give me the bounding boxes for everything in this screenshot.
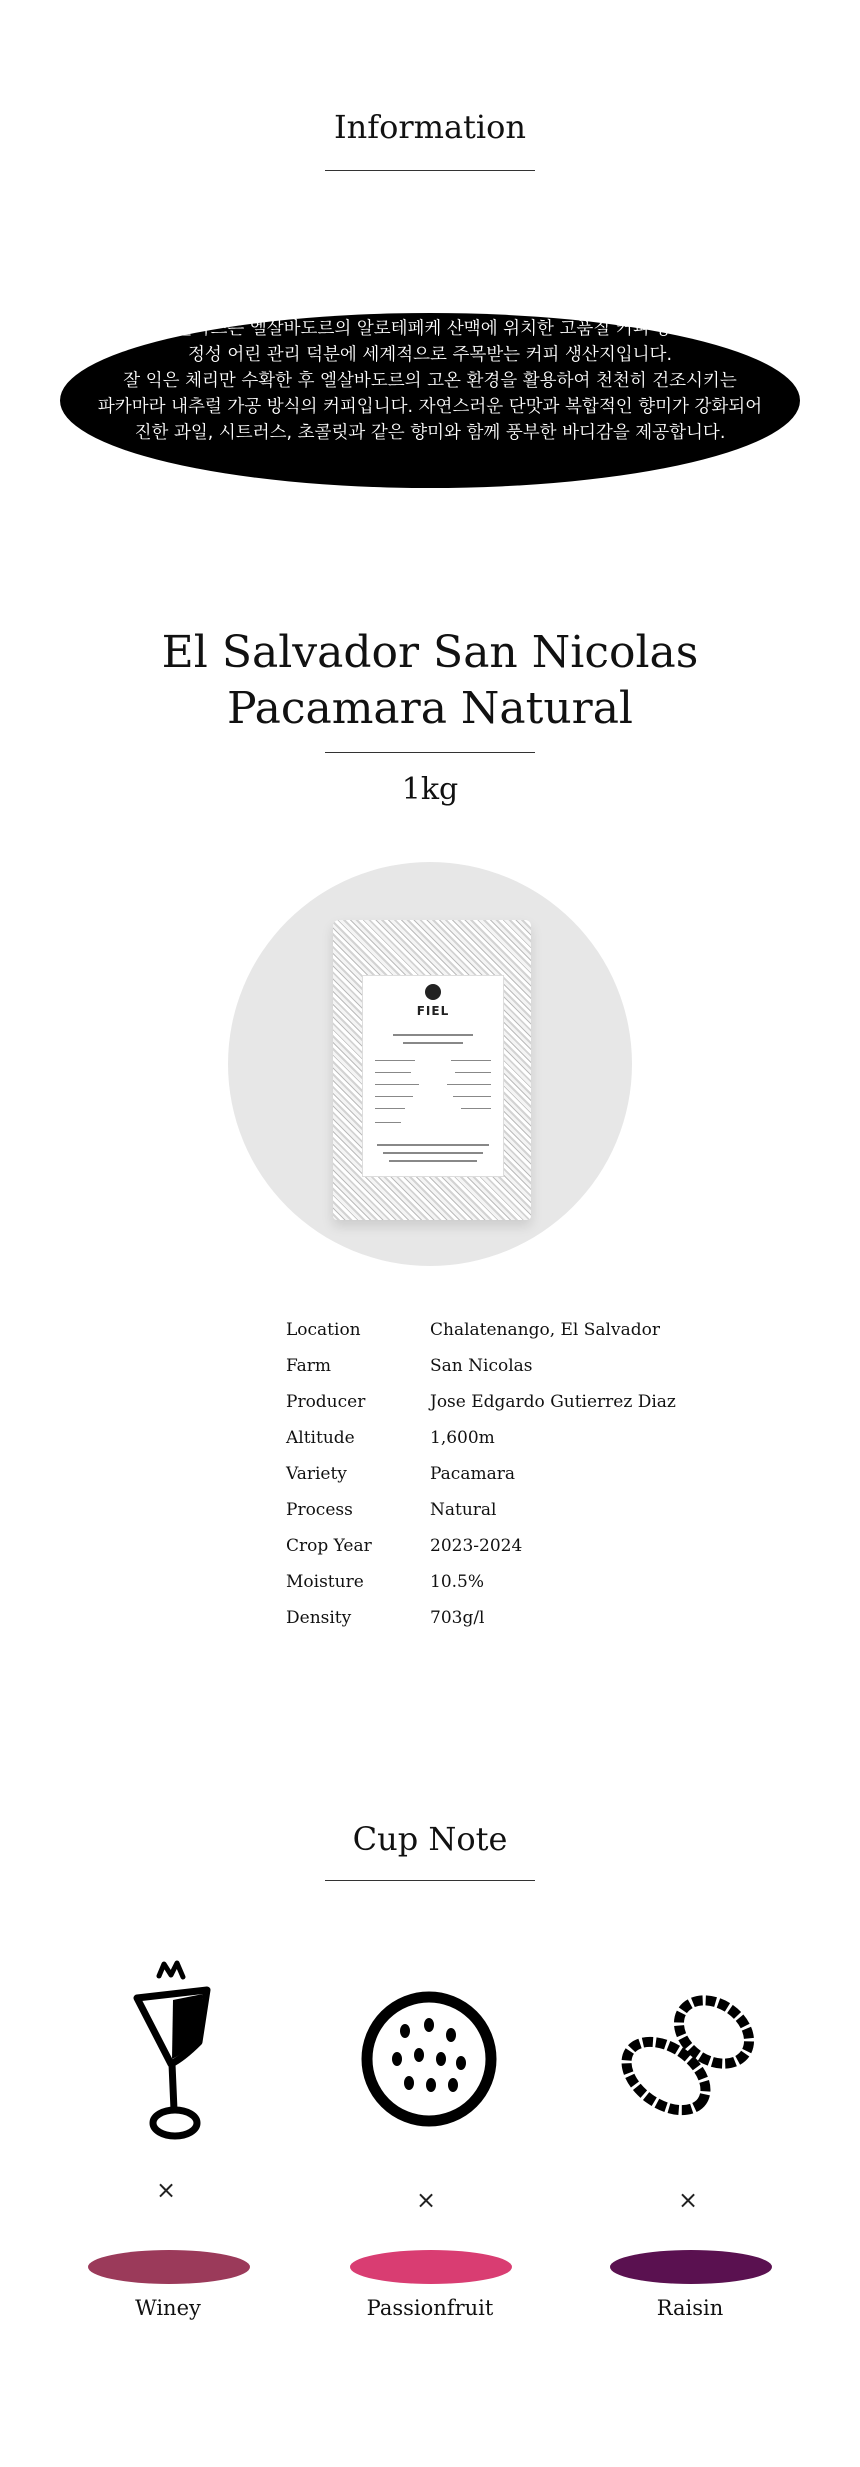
label-text-line [403, 1042, 463, 1044]
spec-value: 10.5% [430, 1572, 485, 1592]
coffee-bag-label [362, 975, 504, 1177]
raisin-color-swatch [610, 2250, 772, 2284]
label-text-line [375, 1084, 419, 1085]
cross-symbol: × [678, 2186, 699, 2214]
product-name [0, 625, 860, 737]
label-text-line [455, 1072, 491, 1073]
description-line: 산 니콜라스는 엘살바도르의 알로테페케 산맥에 위치한 고품질 커피 농장으로 [137, 319, 723, 339]
spec-label: Variety [286, 1464, 347, 1484]
spec-value: San Nicolas [430, 1356, 533, 1376]
passionfruit-icon [355, 1985, 503, 2133]
label-text-line [451, 1060, 491, 1061]
label-text-line [383, 1152, 483, 1154]
bag-brand: FIEL [416, 1004, 450, 1018]
description-line: 진한 과일, 시트러스, 초콜릿과 같은 향미와 함께 풍부한 바디감을 제공합니다. [134, 423, 726, 443]
label-text-line [375, 1122, 401, 1123]
cup-note-title: Cup Note [352, 1820, 508, 1858]
information-title: Information [333, 108, 527, 146]
spec-label: Density [286, 1608, 352, 1628]
spec-label: Producer [286, 1392, 366, 1412]
label-text-line [377, 1144, 489, 1146]
wine-glass-icon [123, 1960, 223, 2150]
spec-label: Location [286, 1320, 361, 1340]
cup-note-divider [325, 1880, 535, 1881]
label-text-line [389, 1160, 477, 1162]
cross-symbol: × [156, 2176, 177, 2204]
spec-label: Farm [286, 1356, 332, 1376]
raisin-icon [612, 1982, 772, 2132]
spec-value: Jose Edgardo Gutierrez Diaz [430, 1392, 676, 1412]
label-text-line [461, 1108, 491, 1109]
spec-label: Altitude [286, 1428, 355, 1448]
spec-label: Moisture [286, 1572, 364, 1592]
label-text-line [375, 1072, 411, 1073]
label-text-line [393, 1034, 473, 1036]
label-text-line [375, 1096, 413, 1097]
spec-label: Process [286, 1500, 353, 1520]
spec-value: 2023-2024 [430, 1536, 523, 1556]
spec-value: Pacamara [430, 1464, 515, 1484]
spec-label: Crop Year [286, 1536, 372, 1556]
passionfruit-color-swatch [350, 2250, 512, 2284]
title-divider [325, 170, 535, 171]
product-name-line: Pacamara Natural [226, 683, 634, 734]
description-line: 파카마라 내추럴 가공 방식의 커피입니다. 자연스러운 단맛과 복합적인 향미가 강화되어 [97, 397, 763, 417]
label-text-line [375, 1108, 405, 1109]
spec-value: 1,600m [430, 1428, 495, 1448]
description-line: 잘 익은 체리만 수확한 후 엘살바도르의 고온 환경을 활용하여 천천히 건조시키는 [123, 371, 737, 391]
label-text-line [375, 1060, 415, 1061]
product-name-line: El Salvador San Nicolas [161, 627, 699, 678]
winey-label: Winey [135, 2296, 201, 2320]
winey-color-swatch [88, 2250, 250, 2284]
description-text [60, 316, 800, 446]
spec-value: Chalatenango, El Salvador [430, 1320, 660, 1340]
raisin-label: Raisin [656, 2296, 724, 2320]
spec-value: 703g/l [430, 1608, 485, 1628]
spec-value: Natural [430, 1500, 497, 1520]
label-text-line [447, 1084, 491, 1085]
brand-logo-icon [425, 984, 441, 1000]
description-line: 정성 어린 관리 덕분에 세계적으로 주목받는 커피 생산지입니다. [187, 345, 673, 365]
passionfruit-label: Passionfruit [366, 2296, 494, 2320]
product-divider [325, 752, 535, 753]
label-text-line [453, 1096, 491, 1097]
cross-symbol: × [416, 2186, 437, 2214]
product-weight: 1kg [401, 772, 459, 807]
